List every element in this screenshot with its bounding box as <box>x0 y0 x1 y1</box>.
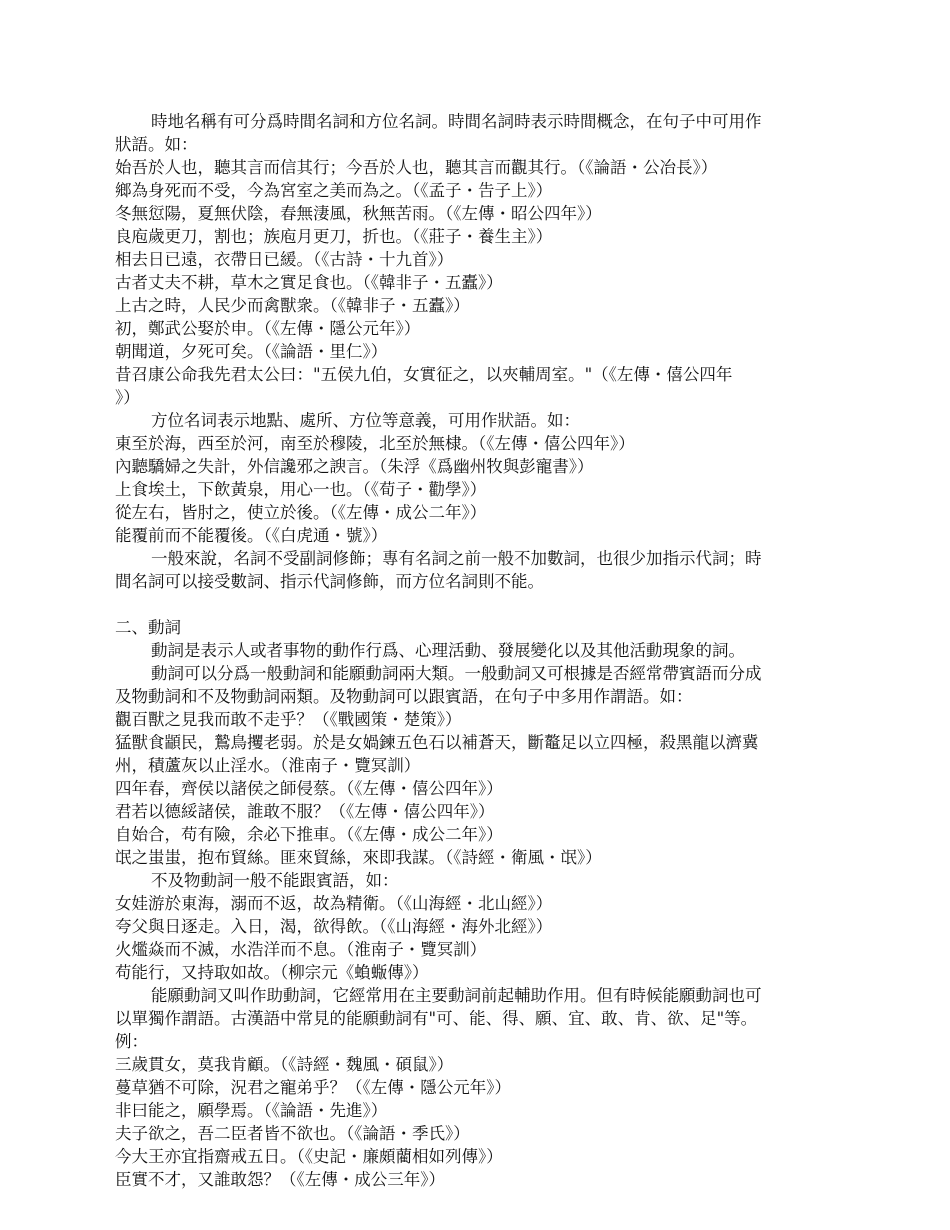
example-line: 》） <box>115 388 140 407</box>
example-line: 鄉為身死而不受，今為宮室之美而為之。（《孟子・告子上》） <box>115 181 553 200</box>
paragraph-line: 動詞是表示人或者事物的動作行爲、心理活動、發展變化以及其他活動現象的詞。 <box>151 641 745 660</box>
example-line: 內聽驕婦之失計，外信讒邪之諛言。（朱浮《爲幽州牧與彭寵書》） <box>115 457 594 476</box>
paragraph-line: 及物動詞和不及物動詞兩類。及物動詞可以跟賓語，在句子中多用作謂語。如： <box>115 687 693 706</box>
example-line: 氓之蚩蚩，抱布貿絲。匪來貿絲，來即我謀。（《詩經・衛風・氓》） <box>115 848 602 867</box>
paragraph-line: 方位名词表示地點、處所、方位等意義，可用作狀語。如： <box>151 411 580 430</box>
example-line: 猛獸食顓民，鷙鳥攫老弱。於是女媧鍊五色石以補蒼天，斷鼇足以立四極，殺黑龍以濟冀 <box>115 733 759 752</box>
example-line: 朝聞道，夕死可矣。（《論語・里仁》） <box>115 342 388 361</box>
paragraph-line: 不及物動詞一般不能跟賓語，如： <box>151 871 399 890</box>
example-line: 非曰能之，願學焉。（《論語・先進》） <box>115 1101 388 1120</box>
example-line: 三歲貫女，莫我肯顧。（《詩經・魏風・碩鼠》） <box>115 1055 454 1074</box>
document-body <box>115 110 840 1191</box>
example-line: 昔召康公命我先君太公曰："五侯九伯，女實征之，以夾輔周室。"（《左傳・僖公四年 <box>115 365 733 384</box>
blank-line <box>115 593 840 616</box>
example-line: 臣實不才，又誰敢怨？（《左傳・成公三年》） <box>115 1170 445 1189</box>
example-line: 夸父與日逐走。入日，渴，欲得飲。（《山海經・海外北經》） <box>115 917 553 936</box>
example-line: 初，鄭武公娶於申。（《左傳・隱公元年》） <box>115 319 421 338</box>
example-line: 夫子欲之，吾二臣者皆不欲也。（《論語・季氏》） <box>115 1124 470 1143</box>
paragraph-line: 一般來說，名詞不受副詞修飾；專有名詞之前一般不加數詞，也很少加指示代詞；時 <box>151 549 762 568</box>
section-heading: 二、動詞 <box>115 618 181 637</box>
paragraph-line: 間名詞可以接受數詞、指示代詞修飾，而方位名詞則不能。 <box>115 572 544 591</box>
example-line: 苟能行，又持取如故。（柳宗元《蝜蝂傳》） <box>115 963 429 982</box>
example-line: 從左右，皆肘之，使立於後。（《左傳・成公二年》） <box>115 503 487 522</box>
example-line: 火爁焱而不滅，水浩洋而不息。（淮南子・覽冥訓） <box>115 940 487 959</box>
example-line: 四年春，齊侯以諸侯之師侵蔡。（《左傳・僖公四年》） <box>115 779 503 798</box>
example-line: 君若以德綏諸侯，誰敢不服？（《左傳・僖公四年》） <box>115 802 495 821</box>
example-line: 上食埃土，下飲黃泉，用心一也。（《荀子・勸學》） <box>115 480 487 499</box>
paragraph-line: 狀語。如： <box>115 135 198 154</box>
paragraph-line: 例： <box>115 1032 148 1051</box>
example-line: 今大王亦宜指齋戒五日。（《史記・廉頗藺相如列傳》） <box>115 1147 503 1166</box>
example-line: 觀百獸之見我而敢不走乎？（《戰國策・楚策》） <box>115 710 462 729</box>
example-line: 州，積蘆灰以止淫水。（淮南子・覽冥訓） <box>115 756 421 775</box>
paragraph-line: 動詞可以分爲一般動詞和能願動詞兩大類。一般動詞又可根據是否經常帶賓語而分成 <box>151 664 762 683</box>
example-line: 始吾於人也，聽其言而信其行；今吾於人也，聽其言而觀其行。（《論語・公冶長》） <box>115 158 718 177</box>
example-line: 良庖歲更刀，割也；族庖月更刀，折也。（《莊子・養生主》） <box>115 227 553 246</box>
example-line: 相去日已遠，衣帶日已緩。（《古詩・十九首》） <box>115 250 454 269</box>
example-line: 上古之時，人民少而禽獸衆。（《韓非子・五蠹》） <box>115 296 470 315</box>
example-line: 自始合，苟有險，余必下推車。（《左傳・成公二年》） <box>115 825 503 844</box>
paragraph-line: 能願動詞又叫作助動詞，它經常用在主要動詞前起輔助作用。但有時候能願動詞也可 <box>151 986 762 1005</box>
example-line: 女娃游於東海，溺而不返，故為精衛。（《山海經・北山經》） <box>115 894 553 913</box>
example-line: 東至於海，西至於河，南至於穆陵，北至於無棣。（《左傳・僖公四年》） <box>115 434 635 453</box>
paragraph-line: 以單獨作謂語。古漢語中常見的能願動詞有"可、能、得、願、宜、敢、肯、欲、足"等。 <box>115 1009 758 1028</box>
paragraph-line: 時地名稱有可分爲時間名詞和方位名詞。時間名詞時表示時間概念，在句子中可用作 <box>151 112 762 131</box>
example-line: 能覆前而不能覆後。（《白虎通・號》） <box>115 526 388 545</box>
example-line: 冬無愆陽，夏無伏陰，春無淒風，秋無苦雨。（《左傳・昭公四年》） <box>115 204 602 223</box>
example-line: 蔓草猶不可除，況君之寵弟乎？（《左傳・隱公元年》） <box>115 1078 511 1097</box>
example-line: 古者丈夫不耕，草木之實足食也。（《韓非子・五蠹》） <box>115 273 503 292</box>
